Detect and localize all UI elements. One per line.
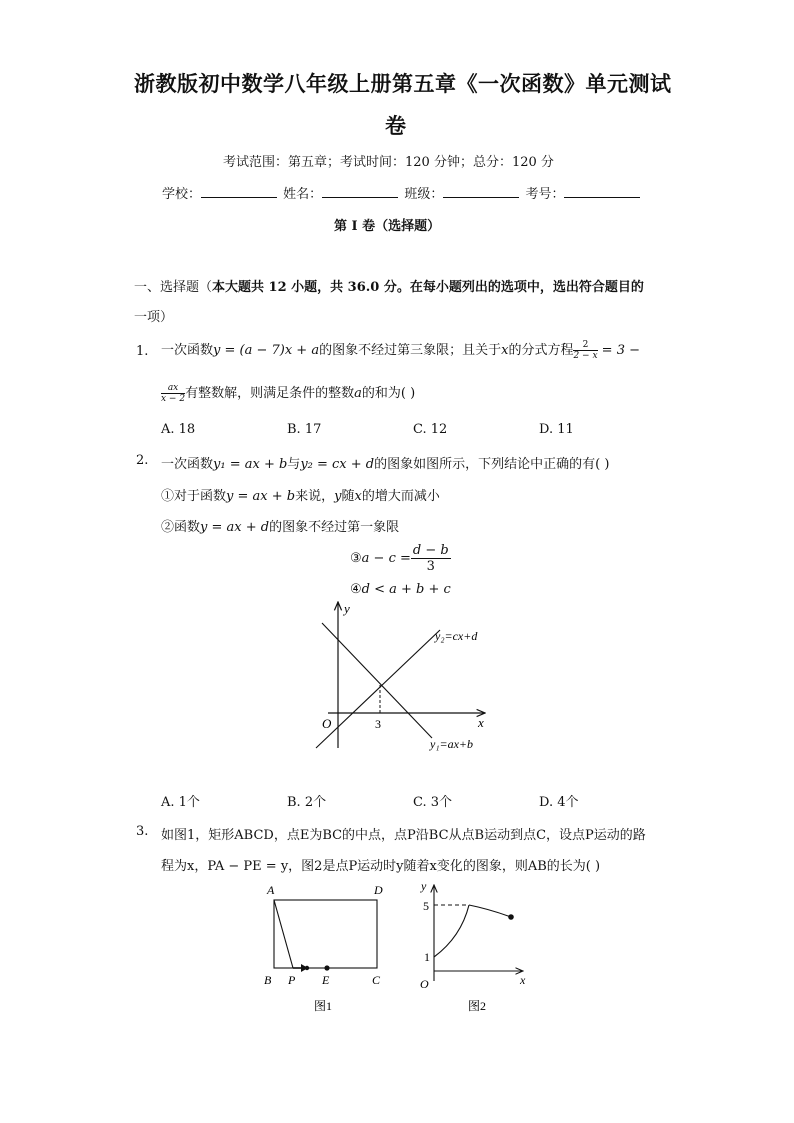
q3-number: 3. [136,824,149,839]
q1-fraction-1: $\frac{2}{2 - x}$ [573,340,598,361]
rectangle-abcd [274,900,377,968]
q3-figure-1 [255,880,395,1015]
q1-fraction-2: $\frac{ax}{x - 2}$ [161,383,186,404]
q2-text: 一次函数 [161,457,214,472]
value-1-label: 1 [424,950,430,964]
q1-option-c[interactable]: C. 12 [413,422,448,437]
q1-line1 [161,338,640,364]
id-label: 考号： [525,187,565,202]
q2-statement-1: ①对于函数y = ax + b来说，y随x的增大而减小 [161,489,440,504]
origin-label: O [420,977,429,991]
section-heading-bold: 本大题共 12 小题，共 36.0 分。在每小题列出的选项中，选出符合题目的 [212,280,644,295]
q1-var: a [354,386,362,401]
section-heading-prefix: 一、选择题（ [134,280,213,295]
end-point [508,914,514,920]
label-d: D [374,883,383,897]
school-field[interactable] [201,185,277,198]
y-axis-label: y [344,601,350,616]
id-field[interactable] [564,185,640,198]
name-field[interactable] [322,185,398,198]
info-fields [162,183,642,202]
q1-var: x [501,343,509,358]
q2-option-d[interactable]: D. 4个 [539,795,579,810]
page-title-cont: 卷 [385,113,407,138]
line-y2-label: y₂=cx+d [435,629,478,643]
q1-text: 的分式方程 [508,343,574,358]
q2-statement-3: ③a − c = $\frac{d - b}{3}$ [350,543,449,574]
statement-marker: ③ [350,551,362,566]
q2-option-a[interactable]: A. 1个 [161,795,200,810]
q2-statement-4: ④d < a + b + c [350,582,451,597]
q1-option-b[interactable]: B. 17 [287,422,322,437]
x-axis-label: x [478,715,484,730]
q1-option-a[interactable]: A. 18 [161,422,196,437]
school-label: 学校： [162,187,202,202]
figure-1-caption: 图1 [314,999,333,1013]
statement-marker: ④ [350,582,362,597]
q2-stem [161,453,609,472]
exam-info: 考试范围：第五章；考试时间：120 分钟；总分：120 分 [223,155,554,170]
class-label: 班级： [404,187,444,202]
q1-number: 1. [136,344,149,359]
q2-text: 的图象如图所示，下列结论中正确的有( ) [374,457,610,472]
q1-text: 有整数解，则满足条件的整数 [185,386,355,401]
q1-equation-mid: = 3 − [597,343,640,358]
q1-equation: y = (a − 7)x + a [213,343,320,358]
figure-2-caption: 图2 [468,999,487,1013]
page-title: 浙教版初中数学八年级上册第五章《一次函数》单元测试 [134,71,672,96]
value-5-label: 5 [423,899,429,913]
q2-number: 2. [136,453,149,468]
q2-equation-1: y₁ = ax + b [213,457,288,472]
label-a: A [267,883,275,897]
q1-text: 一次函数 [161,343,214,358]
label-p: P [288,973,296,987]
q3-figure-2 [405,873,545,1015]
tick-label: 3 [375,717,381,731]
label-c: C [372,973,381,987]
statement-marker: ① [161,489,175,504]
q3-line1: 如图1，矩形ABCD，点E为BC的中点，点P沿BC从点B运动到点C，设点P运动的路 [161,828,646,843]
x-axis-label: x [520,973,526,987]
origin-label: O [322,716,332,731]
curve-falling [469,905,511,917]
q2-text: 与 [287,457,301,472]
q1-text: 的和为( ) [361,386,416,401]
q1-line2 [161,381,415,407]
segment-pa [274,900,293,968]
q2-option-b[interactable]: B. 2个 [287,795,327,810]
curve-rising [434,905,469,957]
name-label: 姓名： [283,187,323,202]
q3-line2: 程为x，PA − PE = y，图2是点P运动时y随着x变化的图象，则AB的长为( ) [161,859,601,874]
q1-option-d[interactable]: D. 11 [539,422,574,437]
q1-text: 的图象不经过第三象限；且关于 [319,343,502,358]
q2-graph [300,598,500,758]
class-field[interactable] [443,185,519,198]
section-heading [134,276,644,295]
point-e [324,965,329,970]
q2-option-c[interactable]: C. 3个 [413,795,453,810]
label-b: B [264,973,272,987]
y-axis-label: y [421,879,427,893]
q2-fraction: $\frac{d - b}{3}$ [412,543,449,574]
q2-statement-2: ②函数y = ax + d的图象不经过第一象限 [161,520,400,535]
q2-equation-2: y₂ = cx + d [300,457,375,472]
line-y1-label: y₁=ax+b [430,737,474,751]
volume-title: 第 I 卷（选择题） [334,219,441,234]
statement-marker: ② [161,520,175,535]
section-heading-cont: 一项） [134,310,174,325]
label-e: E [322,973,330,987]
point-marker [305,966,309,970]
